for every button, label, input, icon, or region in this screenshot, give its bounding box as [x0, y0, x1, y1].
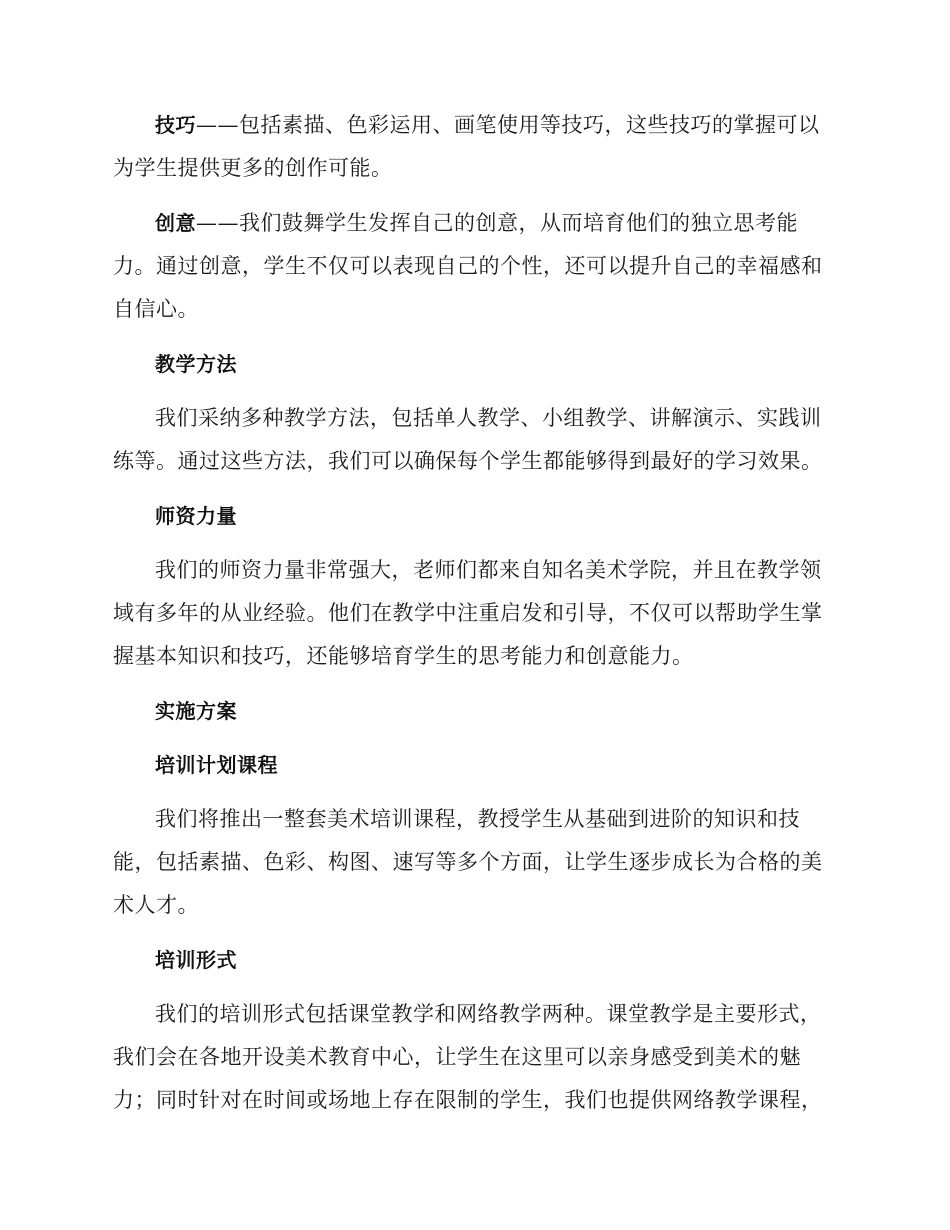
creativity-paragraph: [113, 202, 833, 331]
document-page: [113, 104, 833, 1134]
skills-term: 技巧: [155, 113, 196, 137]
creativity-term: 创意: [155, 211, 196, 235]
training-format-paragraph: 我们的培训形式包括课堂教学和网络教学两种。课堂教学是主要形式，我们会在各地开设美术教育中心，让学生在这里可以亲身感受到美术的魅力；同时针对在时间或场地上存在限制的学生，我们也提供网络教学课程，: [113, 1002, 823, 1112]
faculty-paragraph: 我们的师资力量非常强大，老师们都来自知名美术学院，并且在教学领域有多年的从业经验。他们在教学中注重启发和引导，不仅可以帮助学生掌握基本知识和技巧，还能够培育学生的思考能力和创意能力。: [113, 558, 823, 668]
course-plan-heading: 培训计划课程: [155, 753, 278, 777]
training-format-heading: 培训形式: [155, 948, 237, 972]
creativity-text: ——我们鼓舞学生发挥自己的创意，从而培育他们的独立思考能力。通过创意，学生不仅可以表现自己的个性，还可以提升自己的幸福感和自信心。: [113, 211, 823, 321]
teaching-methods-heading: 教学方法: [155, 352, 237, 376]
faculty-heading: 师资力量: [155, 504, 237, 528]
implementation-heading: 实施方案: [155, 699, 237, 723]
skills-paragraph: [113, 104, 833, 190]
skills-text: ——包括素描、色彩运用、画笔使用等技巧，这些技巧的掌握可以为学生提供更多的创作可能。: [113, 113, 820, 180]
teaching-methods-paragraph: 我们采纳多种教学方法，包括单人教学、小组教学、讲解演示、实践训练等。通过这些方法，我们可以确保每个学生都能够得到最好的学习效果。: [113, 406, 823, 473]
course-plan-paragraph: 我们将推出一整套美术培训课程，教授学生从基础到进阶的知识和技能，包括素描、色彩、构图、速写等多个方面，让学生逐步成长为合格的美术人才。: [113, 807, 823, 917]
